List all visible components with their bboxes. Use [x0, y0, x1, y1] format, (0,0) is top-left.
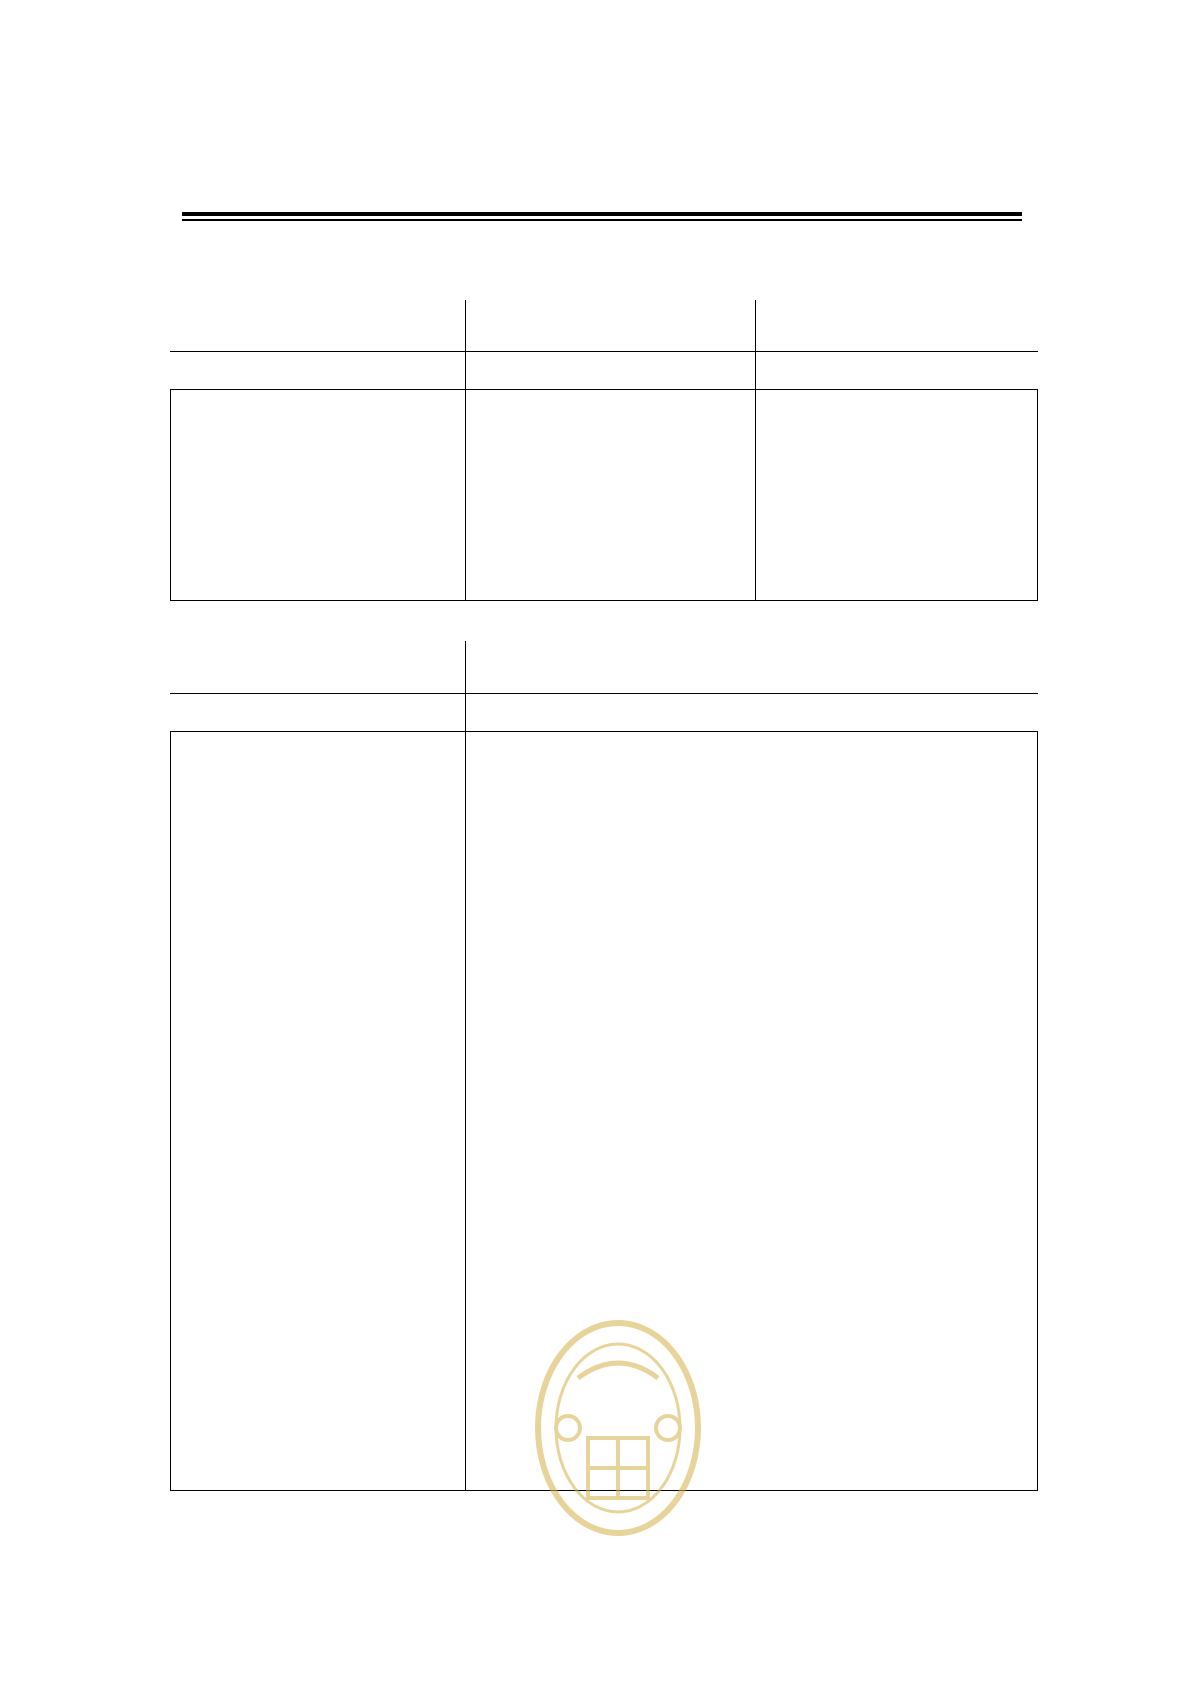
top-table-body [170, 389, 1038, 601]
header-rule-thin [182, 219, 1022, 221]
top-subheader-rule [170, 351, 1038, 352]
watermark-seal [528, 1318, 708, 1548]
header-rule-thick [182, 212, 1022, 216]
bottom-subheader-rule [170, 693, 1038, 694]
